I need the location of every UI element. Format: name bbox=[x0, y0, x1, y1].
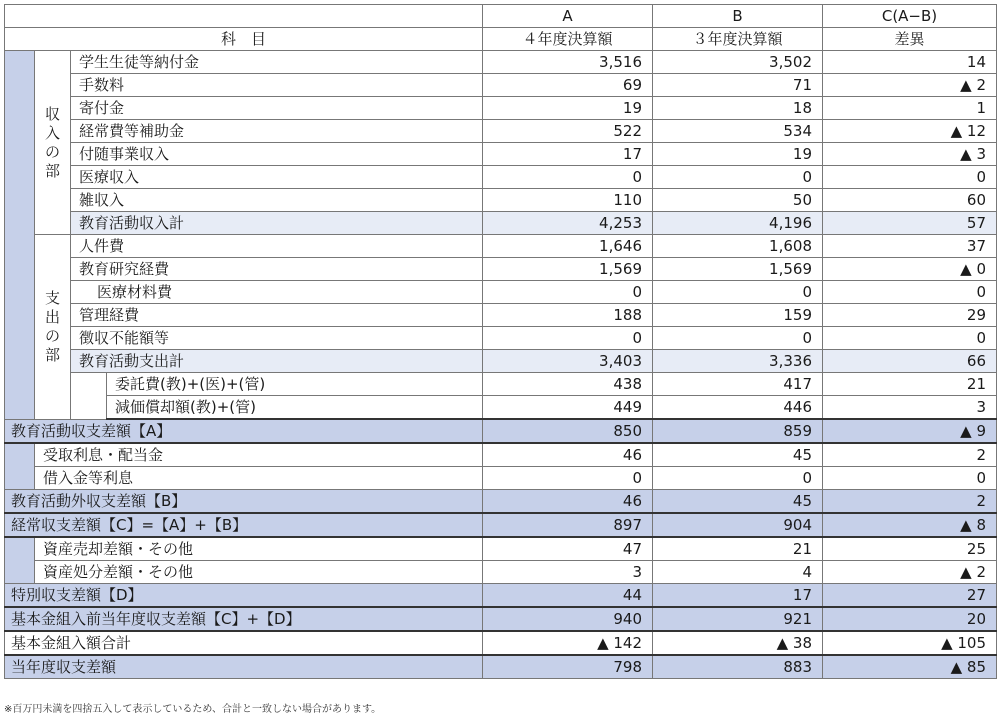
value-c: 2 bbox=[823, 490, 997, 514]
value-a: 798 bbox=[483, 655, 653, 679]
table-row bbox=[5, 51, 997, 74]
table-row bbox=[5, 166, 997, 189]
row-label: 管理経費 bbox=[71, 304, 483, 327]
value-c: 27 bbox=[823, 584, 997, 608]
value-c: 20 bbox=[823, 607, 997, 631]
value-a: 0 bbox=[483, 281, 653, 304]
total-row bbox=[5, 490, 997, 514]
total-row bbox=[5, 655, 997, 679]
value-c: ▲ 12 bbox=[823, 120, 997, 143]
table-row bbox=[5, 467, 997, 490]
col-b-header: B bbox=[653, 5, 823, 28]
value-b: 4 bbox=[653, 561, 823, 584]
value-c: 0 bbox=[823, 166, 997, 189]
table-row bbox=[5, 537, 997, 561]
row-label: 経常費等補助金 bbox=[71, 120, 483, 143]
value-b: ▲ 38 bbox=[653, 631, 823, 655]
col-a-subheader: ４年度決算額 bbox=[483, 28, 653, 51]
row-label: 雑収入 bbox=[71, 189, 483, 212]
row-label: 当年度収支差額 bbox=[5, 655, 483, 679]
value-a: ▲ 142 bbox=[483, 631, 653, 655]
table-row bbox=[5, 396, 997, 420]
value-b: 883 bbox=[653, 655, 823, 679]
value-a: 0 bbox=[483, 467, 653, 490]
value-a: 940 bbox=[483, 607, 653, 631]
value-b: 0 bbox=[653, 166, 823, 189]
subtotal-row bbox=[5, 350, 997, 373]
value-c: ▲ 85 bbox=[823, 655, 997, 679]
value-a: 522 bbox=[483, 120, 653, 143]
value-a: 44 bbox=[483, 584, 653, 608]
table-row bbox=[5, 120, 997, 143]
value-a: 46 bbox=[483, 490, 653, 514]
value-c: ▲ 2 bbox=[823, 561, 997, 584]
row-label: 教育活動外収支差額【B】 bbox=[5, 490, 483, 514]
activity-band bbox=[5, 51, 35, 420]
total-row bbox=[5, 513, 997, 537]
table-row bbox=[5, 97, 997, 120]
value-b: 45 bbox=[653, 443, 823, 467]
value-c: ▲ 0 bbox=[823, 258, 997, 281]
value-a: 17 bbox=[483, 143, 653, 166]
value-a: 47 bbox=[483, 537, 653, 561]
table-row bbox=[5, 281, 997, 304]
col-c-header: C(A−B) bbox=[823, 5, 997, 28]
value-b: 1,569 bbox=[653, 258, 823, 281]
value-c: 21 bbox=[823, 373, 997, 396]
row-label: 資産売却差額・その他 bbox=[35, 537, 483, 561]
row-label: 基本金組入額合計 bbox=[5, 631, 483, 655]
footnote: ※百万円未満を四捨五入して表示しているため、合計と一致しない場合があります。 bbox=[4, 704, 382, 715]
value-a: 4,253 bbox=[483, 212, 653, 235]
row-label: 減価償却額(教)+(管) bbox=[107, 396, 483, 420]
row-label: 教育活動支出計 bbox=[71, 350, 483, 373]
col-b-subheader: ３年度決算額 bbox=[653, 28, 823, 51]
value-c: ▲ 9 bbox=[823, 419, 997, 443]
value-b: 3,502 bbox=[653, 51, 823, 74]
row-label: 手数料 bbox=[71, 74, 483, 97]
value-a: 3 bbox=[483, 561, 653, 584]
row-label: 教育活動収支差額【A】 bbox=[5, 419, 483, 443]
value-b: 446 bbox=[653, 396, 823, 420]
value-b: 21 bbox=[653, 537, 823, 561]
total-row bbox=[5, 419, 997, 443]
value-c: 0 bbox=[823, 281, 997, 304]
income-section-label: 収 入 の 部 bbox=[35, 51, 71, 235]
value-c: 3 bbox=[823, 396, 997, 420]
table-row bbox=[5, 327, 997, 350]
value-a: 449 bbox=[483, 396, 653, 420]
value-b: 71 bbox=[653, 74, 823, 97]
value-a: 3,403 bbox=[483, 350, 653, 373]
row-label: 借入金等利息 bbox=[35, 467, 483, 490]
header-row-1 bbox=[5, 5, 997, 28]
value-b: 159 bbox=[653, 304, 823, 327]
table-row bbox=[5, 235, 997, 258]
value-b: 4,196 bbox=[653, 212, 823, 235]
value-a: 850 bbox=[483, 419, 653, 443]
table-row bbox=[5, 561, 997, 584]
value-c: 37 bbox=[823, 235, 997, 258]
value-a: 0 bbox=[483, 327, 653, 350]
table-row bbox=[5, 143, 997, 166]
expense-section-label: 支 出 の 部 bbox=[35, 235, 71, 420]
value-c: 14 bbox=[823, 51, 997, 74]
value-c: 57 bbox=[823, 212, 997, 235]
row-label: 経常収支差額【C】=【A】+【B】 bbox=[5, 513, 483, 537]
table-row bbox=[5, 189, 997, 212]
table-row bbox=[5, 443, 997, 467]
row-label: 受取利息・配当金 bbox=[35, 443, 483, 467]
table-row bbox=[5, 631, 997, 655]
value-c: 25 bbox=[823, 537, 997, 561]
value-c: 0 bbox=[823, 327, 997, 350]
row-label: 徴収不能額等 bbox=[71, 327, 483, 350]
value-b: 417 bbox=[653, 373, 823, 396]
value-b: 19 bbox=[653, 143, 823, 166]
value-a: 110 bbox=[483, 189, 653, 212]
row-label: 特別収支差額【D】 bbox=[5, 584, 483, 608]
row-label: 付随事業収入 bbox=[71, 143, 483, 166]
table-row bbox=[5, 373, 997, 396]
value-b: 859 bbox=[653, 419, 823, 443]
value-c: ▲ 2 bbox=[823, 74, 997, 97]
row-label: 寄付金 bbox=[71, 97, 483, 120]
value-a: 1,569 bbox=[483, 258, 653, 281]
value-b: 0 bbox=[653, 467, 823, 490]
row-label: 医療材料費 bbox=[71, 281, 483, 304]
value-b: 534 bbox=[653, 120, 823, 143]
table-row bbox=[5, 74, 997, 97]
financial-table bbox=[4, 4, 997, 679]
value-b: 18 bbox=[653, 97, 823, 120]
row-label: 教育研究経費 bbox=[71, 258, 483, 281]
table-row bbox=[5, 304, 997, 327]
value-b: 1,608 bbox=[653, 235, 823, 258]
value-c: ▲ 8 bbox=[823, 513, 997, 537]
value-c: ▲ 3 bbox=[823, 143, 997, 166]
value-a: 46 bbox=[483, 443, 653, 467]
value-c: 1 bbox=[823, 97, 997, 120]
col-a-header: A bbox=[483, 5, 653, 28]
subject-header: 科 目 bbox=[5, 28, 483, 51]
subtotal-row bbox=[5, 212, 997, 235]
row-label: 教育活動収入計 bbox=[71, 212, 483, 235]
value-b: 904 bbox=[653, 513, 823, 537]
value-a: 69 bbox=[483, 74, 653, 97]
value-a: 3,516 bbox=[483, 51, 653, 74]
total-row bbox=[5, 584, 997, 608]
value-c: 60 bbox=[823, 189, 997, 212]
col-c-subheader: 差異 bbox=[823, 28, 997, 51]
value-b: 0 bbox=[653, 281, 823, 304]
row-label: 資産処分差額・その他 bbox=[35, 561, 483, 584]
value-b: 45 bbox=[653, 490, 823, 514]
value-b: 921 bbox=[653, 607, 823, 631]
row-label: 委託費(教)+(医)+(管) bbox=[107, 373, 483, 396]
value-b: 50 bbox=[653, 189, 823, 212]
value-a: 0 bbox=[483, 166, 653, 189]
value-c: 29 bbox=[823, 304, 997, 327]
value-c: ▲ 105 bbox=[823, 631, 997, 655]
value-a: 897 bbox=[483, 513, 653, 537]
value-b: 17 bbox=[653, 584, 823, 608]
row-label: 学生生徒等納付金 bbox=[71, 51, 483, 74]
row-label: 基本金組入前当年度収支差額【C】+【D】 bbox=[5, 607, 483, 631]
row-label: 医療収入 bbox=[71, 166, 483, 189]
header-row-2 bbox=[5, 28, 997, 51]
value-c: 66 bbox=[823, 350, 997, 373]
value-a: 438 bbox=[483, 373, 653, 396]
value-c: 2 bbox=[823, 443, 997, 467]
value-c: 0 bbox=[823, 467, 997, 490]
table-row bbox=[5, 258, 997, 281]
row-label: 人件費 bbox=[71, 235, 483, 258]
value-b: 0 bbox=[653, 327, 823, 350]
value-a: 19 bbox=[483, 97, 653, 120]
total-row bbox=[5, 607, 997, 631]
value-b: 3,336 bbox=[653, 350, 823, 373]
value-a: 188 bbox=[483, 304, 653, 327]
value-a: 1,646 bbox=[483, 235, 653, 258]
